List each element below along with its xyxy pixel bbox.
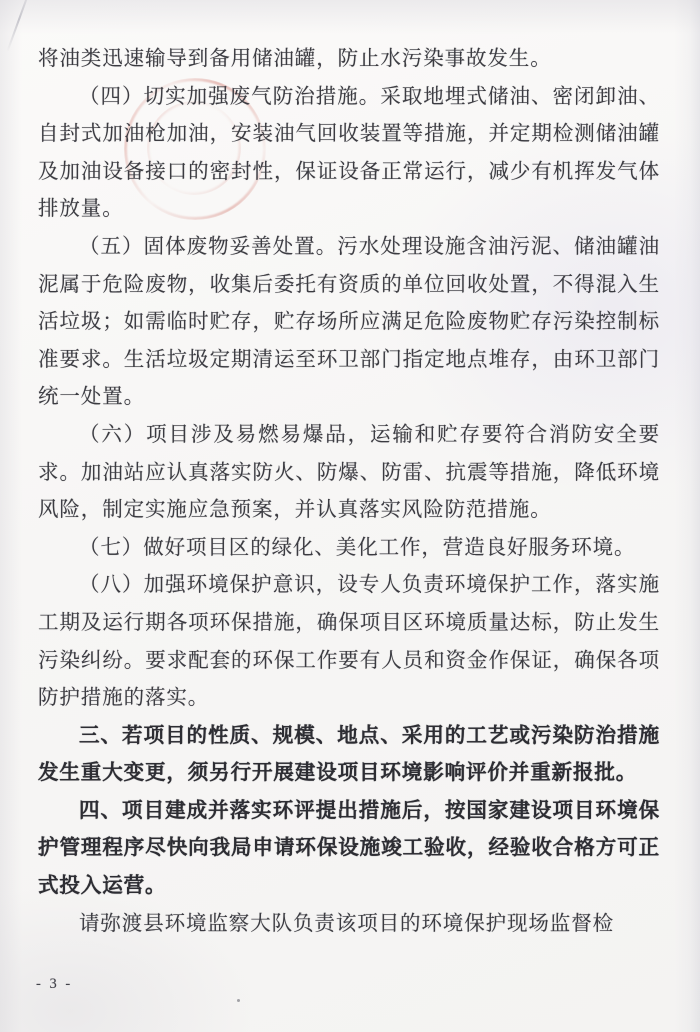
paper-crease-artifact — [6, 0, 31, 52]
paragraph-8: 四、项目建成并落实环评提出措施后，按国家建设项目环境保护管理程序尽快向我局申请环保设施竣工验收，经验收合格方可正式投入运营。 — [38, 799, 660, 898]
document-body — [38, 41, 660, 943]
paragraph-5: （七）做好项目区的绿化、美化工作，营造良好服务环境。 — [79, 536, 636, 559]
scan-speck-artifact — [237, 999, 240, 1002]
paragraph-9: 请弥渡县环境监察大队负责该项目的环境保护现场监督检 — [79, 912, 614, 935]
page-number: - 3 - — [36, 976, 73, 992]
paragraph-3: （五）固体废物妥善处置。污水处理设施含油污泥、储油罐油泥属于危险废物，收集后委托有资质的单位回收处置，不得混入生活垃圾；如需临时贮存，贮存场所应满足危险废物贮存污染控制标准要求。生活垃圾定期清运至环卫部门指定地点堆存，由环卫部门统一处置。 — [38, 235, 660, 409]
paragraph-2: （四）切实加强废气防治措施。采取地埋式储油、密闭卸油、自封式加油枪加油，安装油气回收装置等措施，并定期检测储油罐及加油设备接口的密封性，保证设备正常运行，减少有机挥发气体排放量。 — [38, 85, 660, 221]
paragraph-4: （六）项目涉及易燃易爆品，运输和贮存要符合消防安全要求。加油站应认真落实防火、防爆、防雷、抗震等措施，降低环境风险，制定实施应急预案，并认真落实风险防范措施。 — [38, 423, 660, 522]
paragraph-6: （八）加强环境保护意识，设专人负责环境保护工作，落实施工期及运行期各项环保措施，确保项目区环境质量达标，防止发生污染纠纷。要求配套的环保工作要有人员和资金作保证，确保各项防护措施的落实。 — [38, 574, 660, 710]
paragraph-7: 三、若项目的性质、规模、地点、采用的工艺或污染防治措施发生重大变更，须另行开展建设项目环境影响评价并重新报批。 — [38, 724, 660, 785]
paragraph-1: 将油类迅速输导到备用储油罐，防止水污染事故发生。 — [38, 48, 552, 70]
